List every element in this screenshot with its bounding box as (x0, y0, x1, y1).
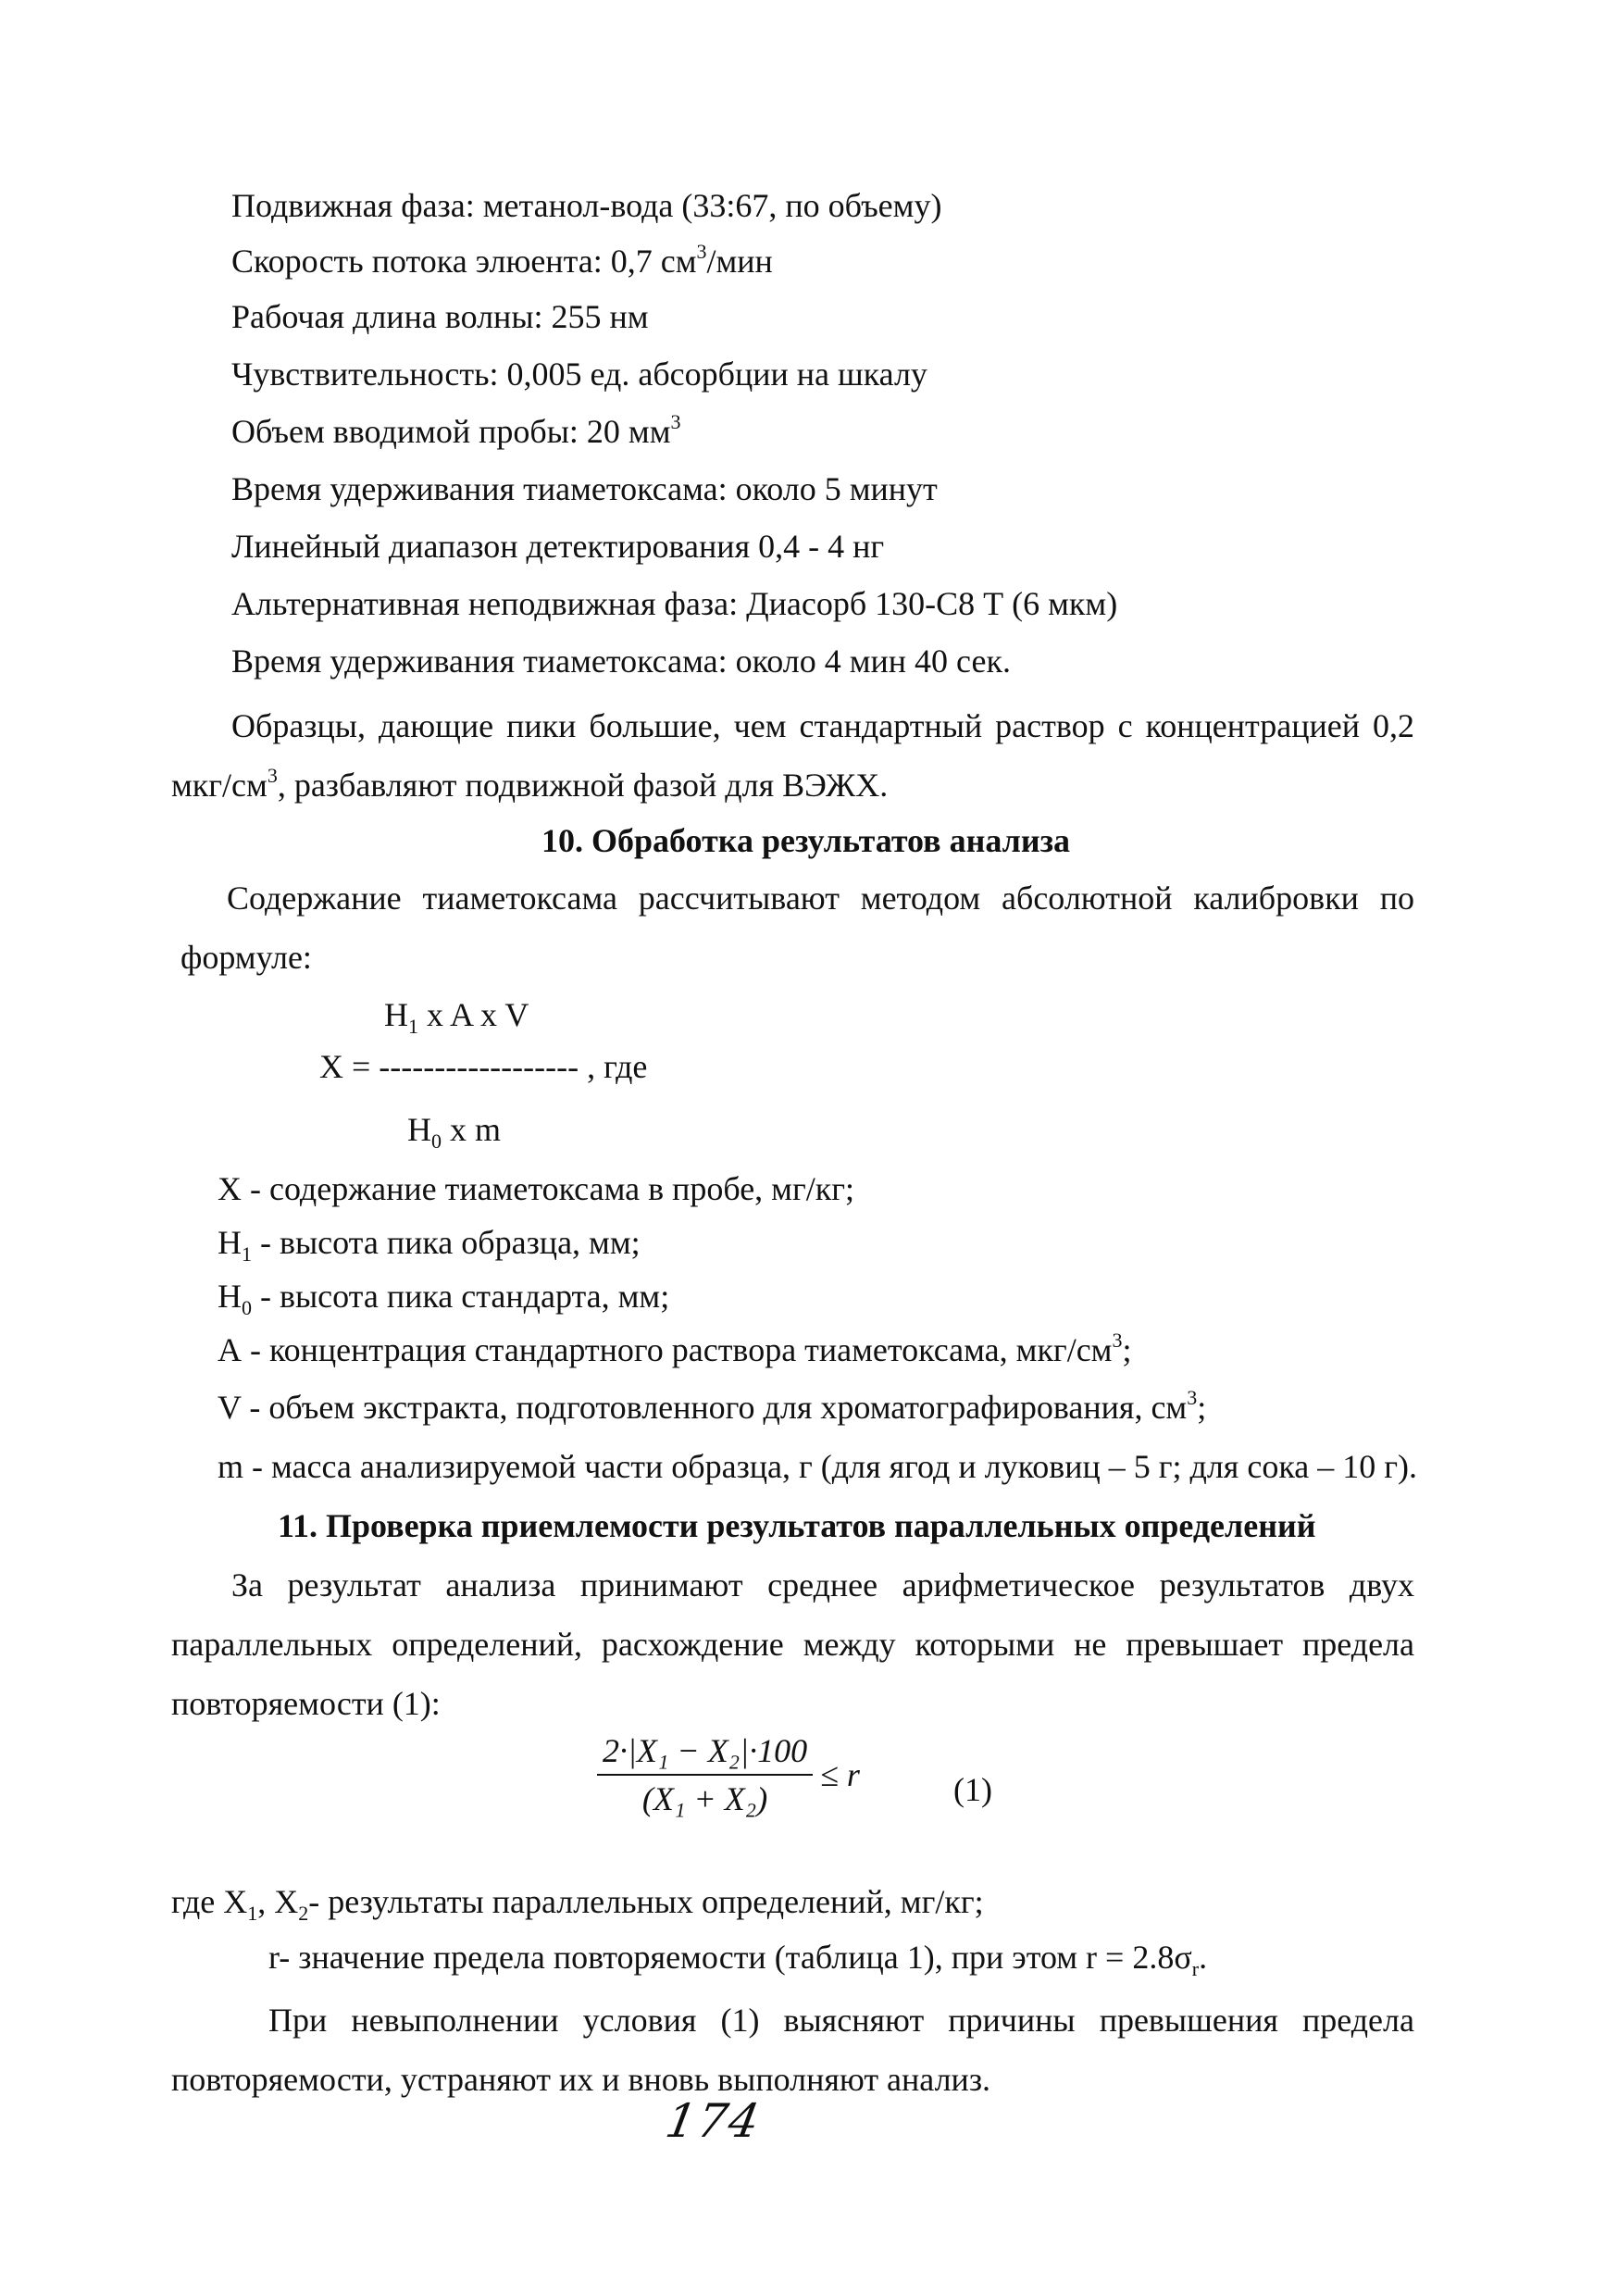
sample-volume-line: Объем вводимой пробы: 20 $мм^3$ (231, 410, 681, 450)
equation-denominator: (X₁ + X₂) (641, 1780, 768, 1817)
section-11-line-3: повторяемости (1): (171, 1685, 441, 1722)
failure-line-1: При невыполнении условия (1) выясняют причины превышения предела (268, 2002, 1414, 2039)
retention-time-alt-line: Время удерживания тиаметоксама: около 4 мин 40 сек. (231, 643, 1011, 680)
r-definition-line: r- значение предела повторяемости (таблица 1), при этом $r = 2.8\sigma_r$. (268, 1939, 1208, 1981)
sensitivity-line: Чувствительность: 0,005 ед. абсорбции на шкалу (231, 356, 927, 393)
equation-fraction (597, 1731, 813, 1818)
section-11-line-1: За результат анализа принимают среднее арифметическое результатов двух (231, 1566, 1414, 1603)
formula-main-line: X = ------------------ , где (319, 1048, 648, 1085)
def-v: V - объем экстракта, подготовленного для хроматографирования, $см^3$; (218, 1386, 1207, 1426)
section-11-heading: 11. Проверка приемлемости результатов параллельных определений (278, 1507, 1316, 1544)
section-10-intro-line-1: Содержание тиаметоксама рассчитывают методом абсолютной калибровки по (227, 880, 1414, 917)
mobile-phase-line: Подвижная фаза: метанол-вода (33:67, по объему) (231, 187, 942, 224)
where-line: где $X_1$, $X_2-$ результаты параллельных определений, мг/кг; (171, 1883, 984, 1926)
def-h1: $H_1$ - высота пика образца, мм; (218, 1224, 641, 1267)
equation-number: (1) (953, 1771, 992, 1808)
def-x: X - содержание тиаметоксама в пробе, мг/кг; (218, 1170, 854, 1207)
section-10-intro-line-2: формуле: (180, 939, 312, 976)
formula-numerator: $H_1$ x A x V (384, 996, 529, 1039)
linear-range-line: Линейный диапазон детектирования 0,4 - 4 нг (231, 528, 885, 565)
handwritten-page-number: 174 (661, 2094, 765, 2148)
equation-numerator: 2·|X₁ − X₂|·100 (597, 1731, 813, 1776)
alt-phase-line: Альтернативная неподвижная фаза: Диасорб 130-С8 Т (6 мкм) (231, 585, 1118, 622)
repeatability-equation (597, 1731, 860, 1818)
dilution-line-1: Образцы, дающие пики большие, чем стандартный раствор с концентрацией 0,2 (231, 707, 1414, 744)
retention-time-line: Время удерживания тиаметоксама: около 5 минут (231, 470, 938, 507)
flow-rate-line: Скорость потока элюента: 0,7 $см^3$/мин (231, 240, 773, 280)
section-11-line-2: параллельных определений, расхождение между которыми не превышает предела (171, 1626, 1414, 1663)
section-10-heading: 10. Обработка результатов анализа (541, 822, 1071, 859)
wavelength-line: Рабочая длина волны: 255 нм (231, 298, 649, 335)
formula-denominator: $H_0$ x m (407, 1111, 502, 1154)
def-h0: $H_0$ - высота пика стандарта, мм; (218, 1278, 670, 1320)
equation-relation: ≤ r (820, 1756, 860, 1793)
failure-line-2: повторяемости, устраняют их и вновь выполняют анализ. (171, 2061, 991, 2098)
def-m: m - масса анализируемой части образца, г (для ягод и луковиц – 5 г; для сока – 10 г). (218, 1448, 1418, 1485)
dilution-line-2: мкг/$см^3$, разбавляют подвижной фазой для ВЭЖХ. (171, 764, 889, 804)
def-a: А - концентрация стандартного раствора тиаметоксама, мкг/$см^3$; (218, 1329, 1132, 1368)
